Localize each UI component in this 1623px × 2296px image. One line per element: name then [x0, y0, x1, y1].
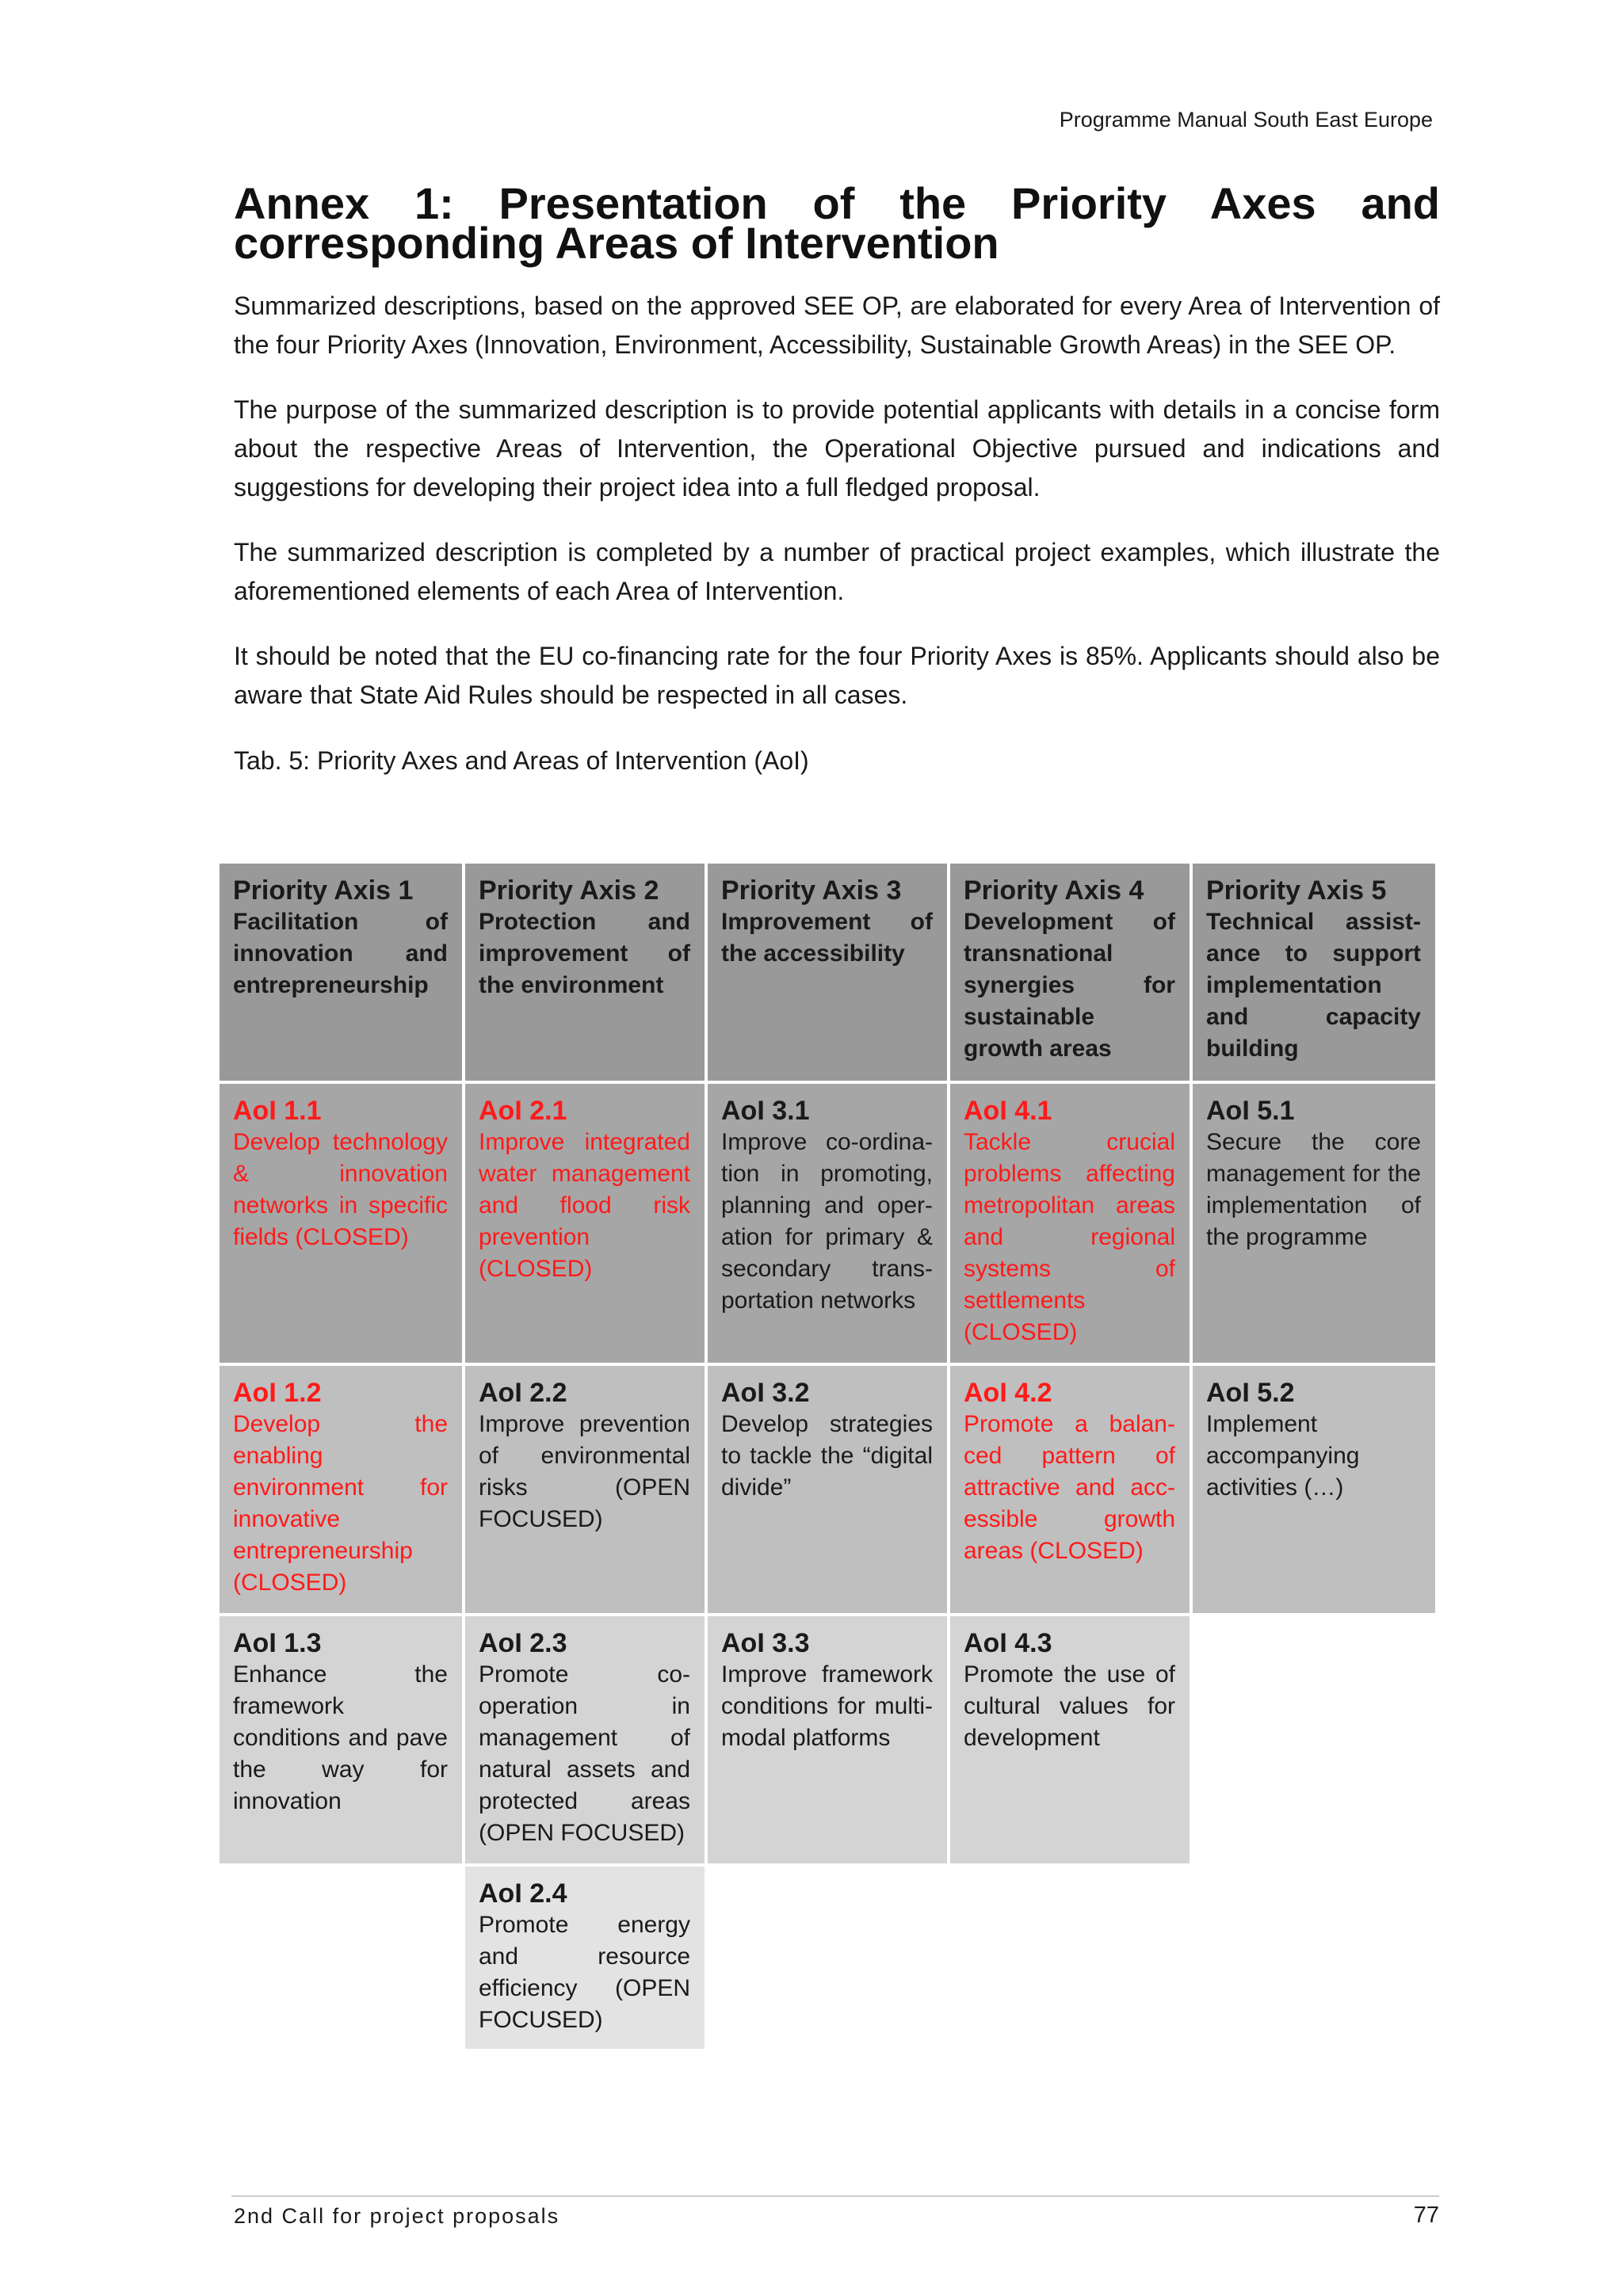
aoi-5-2	[1193, 1366, 1435, 1613]
aoi-description: Develop strategies to tackle the “digital divide”	[721, 1411, 933, 1501]
aoi-code: AoI 2.2	[479, 1378, 567, 1408]
axis-description: Technical assist-ance to support implementation and capacity building	[1206, 909, 1421, 1062]
aoi-1-3	[220, 1616, 462, 1863]
running-header: Programme Manual South East Europe	[1059, 108, 1433, 132]
axis-title: Priority Axis 4	[964, 875, 1144, 906]
intro-paragraph-3: The summarized description is completed by a number of practical project examples, which illustrate the aforementioned elements of each Area of Intervention.	[234, 538, 1440, 605]
axis-description: Improvement of the accessibility	[721, 909, 933, 967]
aoi-code: AoI 2.1	[479, 1096, 567, 1126]
axis-header-2	[465, 864, 705, 1081]
axis-description: Development of transnational synergies for sustainable growth areas	[964, 909, 1175, 1062]
aoi-description: Enhance the framework conditions and pave the way for innovation	[233, 1661, 448, 1814]
aoi-code: AoI 5.1	[1206, 1096, 1295, 1126]
footer-document-title: 2nd Call for project proposals	[234, 2204, 560, 2228]
intro-paragraph-4: It should be noted that the EU co-financing rate for the four Priority Axes is 85%. Applicants should also be aware that State Aid Rules should be respected in all cases.	[234, 642, 1440, 709]
aoi-1-1	[220, 1084, 462, 1363]
aoi-3-3	[708, 1616, 947, 1863]
aoi-code: AoI 4.2	[964, 1378, 1052, 1408]
aoi-2-4	[465, 1867, 705, 2049]
aoi-4-3	[950, 1616, 1190, 1863]
aoi-description: Promote energy and resource efficiency (OPEN FOCUSED)	[479, 1912, 690, 2033]
axis-title: Priority Axis 1	[233, 875, 414, 906]
aoi-code: AoI 3.3	[721, 1628, 810, 1658]
aoi-code: AoI 3.2	[721, 1378, 810, 1408]
page-title: Annex 1: Presentation of the Priority Axes and corresponding Areas of Intervention	[234, 178, 1440, 268]
aoi-description: Promote a balan-ced pattern of attractive and acc-essible growth areas (CLOSED)	[964, 1411, 1175, 1564]
intro-paragraph-1: Summarized descriptions, based on the approved SEE OP, are elaborated for every Area of Intervention of the four Priority Axes (Innovation, Environment, Accessibility, Sustainable Growth Areas) in the SEE OP.	[234, 292, 1440, 359]
aoi-description: Tackle crucial problems affecting metropolitan areas and regional systems of settlements (CLOSED)	[964, 1129, 1175, 1345]
aoi-code: AoI 1.1	[233, 1096, 322, 1126]
aoi-code: AoI 4.1	[964, 1096, 1052, 1126]
axis-title: Priority Axis 3	[721, 875, 902, 906]
aoi-code: AoI 3.1	[721, 1096, 810, 1126]
axis-title: Priority Axis 5	[1206, 875, 1387, 906]
aoi-3-1	[708, 1084, 947, 1363]
aoi-1-2	[220, 1366, 462, 1613]
aoi-code: AoI 1.3	[233, 1628, 322, 1658]
aoi-4-1	[950, 1084, 1190, 1363]
aoi-3-2	[708, 1366, 947, 1613]
axis-title: Priority Axis 2	[479, 875, 659, 906]
aoi-description: Improve integrated water management and flood risk prevention (CLOSED)	[479, 1129, 690, 1282]
footer-divider	[231, 2195, 1439, 2197]
aoi-description: Improve framework conditions for multi-modal platforms	[721, 1661, 933, 1751]
aoi-description: Promote co-operation in management of natural assets and protected areas (OPEN FOCUSED)	[479, 1661, 690, 1846]
aoi-4-2	[950, 1366, 1190, 1613]
aoi-description: Develop technology & innovation networks in specific fields (CLOSED)	[233, 1129, 448, 1250]
axis-header-5	[1193, 864, 1435, 1081]
aoi-2-2	[465, 1366, 705, 1613]
intro-paragraph-2: The purpose of the summarized description is to provide potential applicants with details in a concise form about the respective Areas of Intervention, the Operational Objective pursued and indications and suggestions for developing their project idea into a full fledged proposal.	[234, 395, 1440, 502]
aoi-description: Develop the enabling environment for innovative entrepreneurship (CLOSED)	[233, 1411, 448, 1596]
aoi-code: AoI 1.2	[233, 1378, 322, 1408]
main-content	[234, 178, 1440, 779]
axis-header-1	[220, 864, 462, 1081]
aoi-code: AoI 2.3	[479, 1628, 567, 1658]
aoi-2-1	[465, 1084, 705, 1363]
aoi-description: Implement accompanying activities (…)	[1206, 1411, 1360, 1501]
axis-description: Protection and improvement of the environment	[479, 909, 690, 998]
aoi-code: AoI 4.3	[964, 1628, 1052, 1658]
aoi-code: AoI 2.4	[479, 1878, 567, 1909]
aoi-description: Secure the core management for the implementation of the programme	[1206, 1129, 1421, 1250]
axis-header-4	[950, 864, 1190, 1081]
aoi-2-3	[465, 1616, 705, 1863]
page-number: 77	[1413, 2203, 1439, 2228]
priority-axes-table	[220, 864, 1435, 2049]
axis-header-3	[708, 864, 947, 1081]
aoi-5-1	[1193, 1084, 1435, 1363]
axis-description: Facilitation of innovation and entrepreneurship	[233, 909, 448, 998]
aoi-description: Improve co-ordina-tion in promoting, planning and oper-ation for primary & secondary trans-portation networks	[721, 1129, 933, 1314]
table-caption: Tab. 5: Priority Axes and Areas of Intervention (AoI)	[234, 746, 809, 775]
aoi-description: Promote the use of cultural values for development	[964, 1661, 1175, 1751]
aoi-description: Improve prevention of environmental risks (OPEN FOCUSED)	[479, 1411, 690, 1532]
aoi-code: AoI 5.2	[1206, 1378, 1295, 1408]
